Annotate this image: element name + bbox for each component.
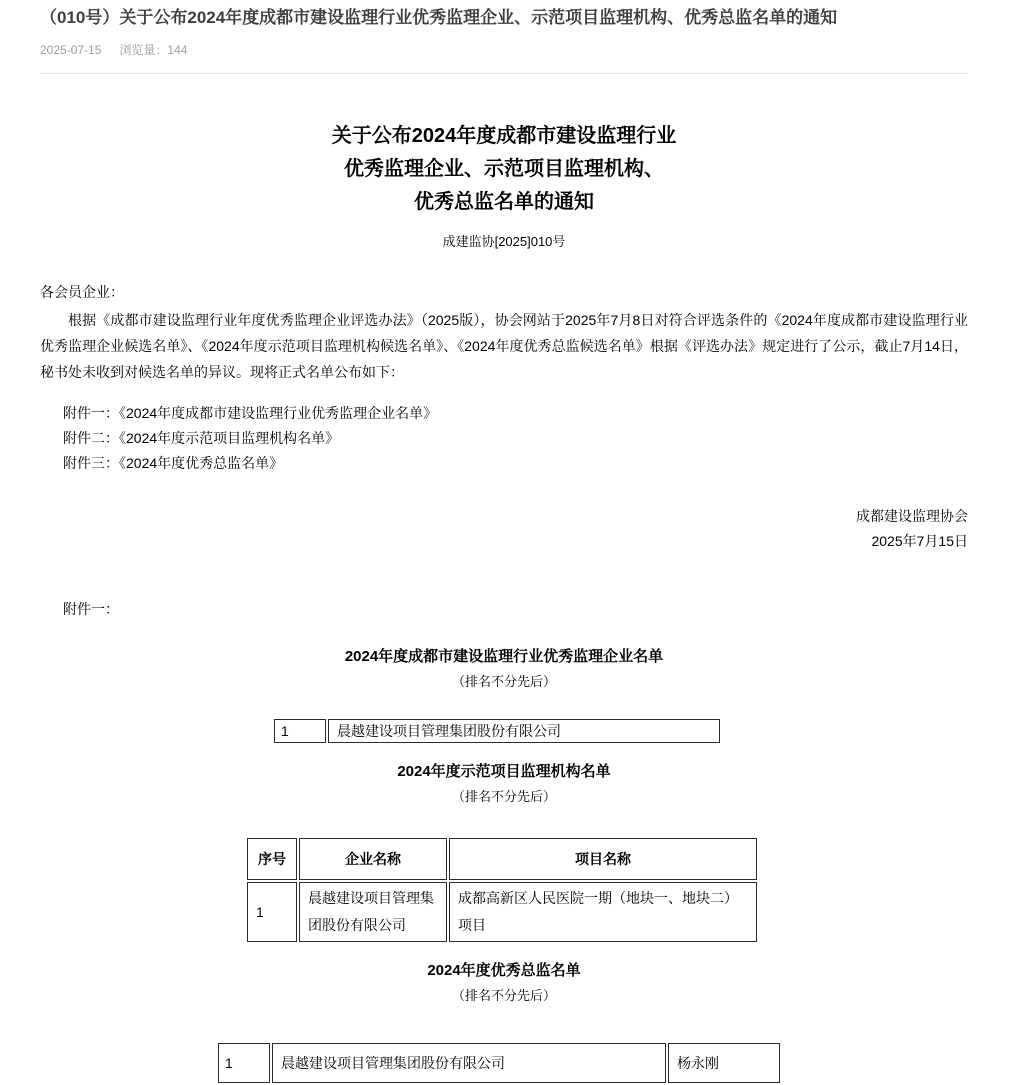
enterprise-name-cell: 晨越建设项目管理集团股份有限公司: [328, 719, 720, 743]
section-title-model-projects: 2024年度示范项目监理机构名单: [397, 763, 611, 780]
table-row: [218, 1043, 780, 1083]
row-index-cell: 1: [218, 1043, 270, 1083]
document-number: 成建监协[2025]010号: [442, 234, 566, 249]
document-title-line: 优秀总监名单的通知: [414, 191, 594, 213]
model-projects-table: [245, 836, 759, 944]
section-title-excellent-enterprises: 2024年度成都市建设监理行业优秀监理企业名单: [344, 648, 664, 665]
views-count: 144: [167, 43, 188, 57]
column-header-index: 序号: [247, 838, 297, 880]
column-header-project: 项目名称: [449, 838, 757, 880]
section-subtitle: （排名不分先后）: [451, 674, 556, 689]
body-paragraph: 根据《成都市建设监理行业年度优秀监理企业评选办法》（2025版），协会网站于2025年7月8日对符合评选条件的《2024年度成都市建设监理行业优秀监理企业候选名单》、《2024年度示范项目监理机构候选名单》、《2024年度优秀总监候选名单》根据《评选办法》规定进行了公示，截止7月14日，秘书处未收到对候选名单的异议。现将正式名单公布如下：: [40, 312, 968, 380]
signer-name: 成都建设监理协会: [856, 508, 968, 524]
table-header-row: [247, 838, 757, 880]
attachment-item: 附件二：《2024年度示范项目监理机构名单》: [63, 430, 340, 446]
row-index-cell: 1: [247, 882, 297, 942]
project-name-cell: 成都高新区人民医院一期（地块一、地块二）项目: [449, 882, 757, 942]
enterprise-name-cell: 晨越建设项目管理集团股份有限公司: [299, 882, 447, 942]
attachment-item: 附件一：《2024年度成都市建设监理行业优秀监理企业名单》: [63, 405, 438, 421]
views-label: 浏览量：: [119, 43, 168, 57]
excellent-enterprises-table: [272, 717, 722, 745]
enterprise-name-cell: 晨越建设项目管理集团股份有限公司: [272, 1043, 666, 1083]
attachment-list: [63, 401, 968, 476]
section-title-excellent-supervisors: 2024年度优秀总监名单: [427, 962, 581, 979]
salutation: 各会员企业：: [40, 284, 124, 300]
header-divider: [40, 73, 968, 74]
annex-label: 附件一：: [63, 601, 119, 617]
article-meta: [40, 42, 968, 59]
document-title: [40, 120, 968, 219]
document-title-line: 优秀监理企业、示范项目监理机构、: [344, 158, 664, 180]
publish-date: 2025-07-15: [40, 43, 102, 57]
row-index-cell: 1: [274, 719, 326, 743]
section-subtitle: （排名不分先后）: [451, 988, 556, 1003]
signature-block: [40, 504, 968, 554]
document-title-line: 关于公布2024年度成都市建设监理行业: [331, 125, 677, 147]
supervisor-name-cell: 杨永刚: [668, 1043, 780, 1083]
table-row: [247, 882, 757, 942]
attachment-item: 附件三：《2024年度优秀总监名单》: [63, 455, 284, 471]
page-title: （010号）关于公布2024年度成都市建设监理行业优秀监理企业、示范项目监理机构、优秀总监名单的通知: [40, 8, 838, 27]
excellent-supervisors-table: [216, 1041, 782, 1085]
section-subtitle: （排名不分先后）: [451, 789, 556, 804]
table-row: [274, 719, 720, 743]
sign-date: 2025年7月15日: [871, 533, 968, 549]
column-header-enterprise: 企业名称: [299, 838, 447, 880]
